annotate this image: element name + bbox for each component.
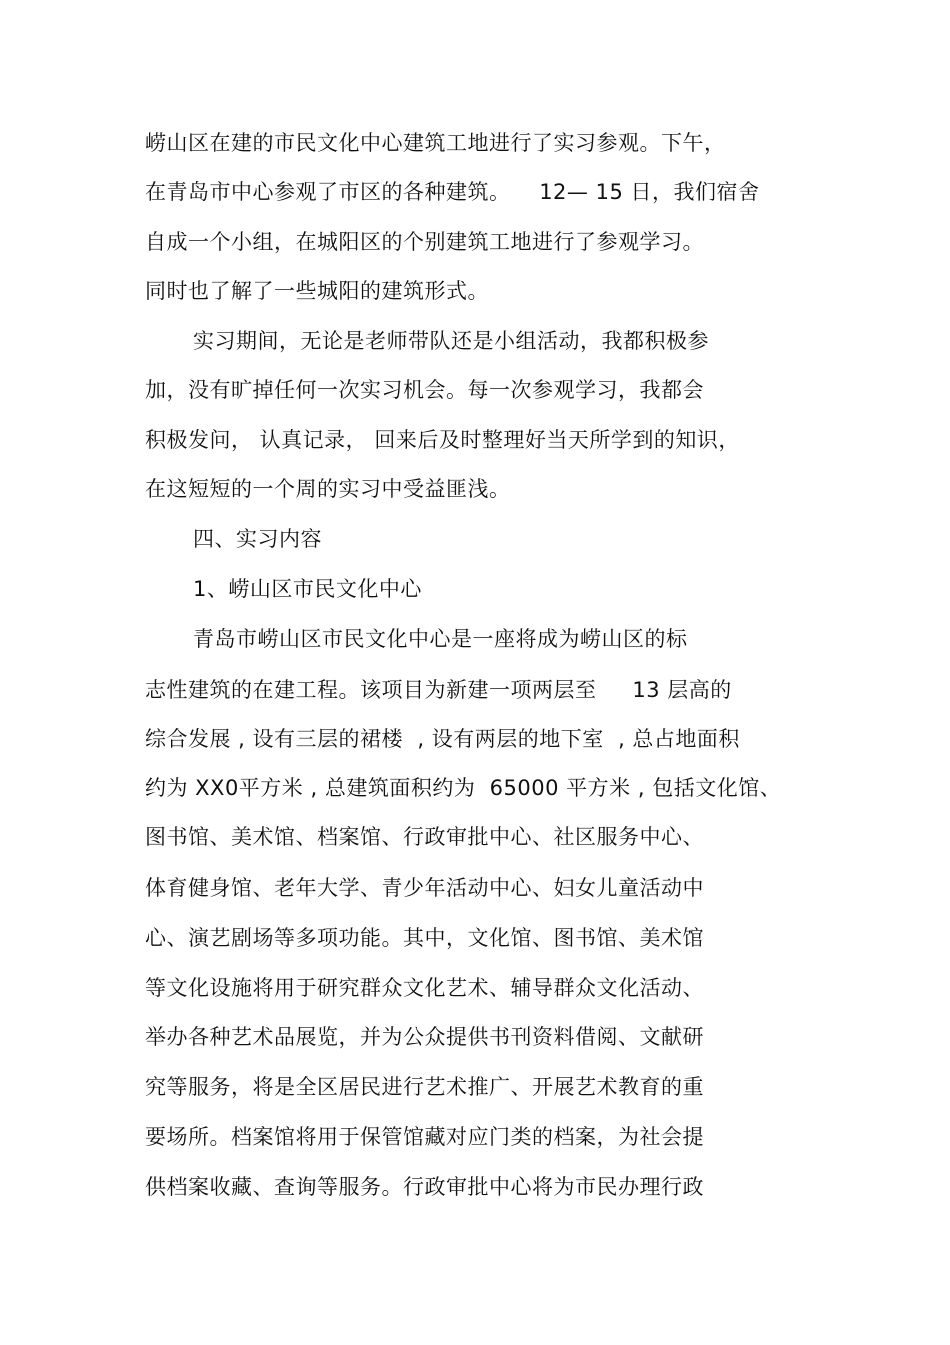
paragraph-line: 体育健身馆、老年大学、青少年活动中心、妇女儿童活动中 <box>145 876 704 900</box>
paragraph-line: 图书馆、美术馆、档案馆、行政审批中心、社区服务中心、 <box>145 825 704 849</box>
subsection-heading: 1、崂山区市民文化中心 <box>193 577 422 601</box>
paragraph-line: 自成一个小组，在城阳区的个别建筑工地进行了参观学习。 <box>145 230 704 254</box>
paragraph-line: 在青岛市中心参观了市区的各种建筑。 12— 15 日，我们宿舍 <box>145 180 760 204</box>
paragraph-line: 在这短短的一个周的实习中受益匪浅。 <box>145 477 511 501</box>
paragraph-line: 举办各种艺术品展览，并为公众提供书刊资料借阅、文献研 <box>145 1025 704 1049</box>
paragraph-line: 同时也了解了一些城阳的建筑形式。 <box>145 279 489 303</box>
paragraph-line: 加，没有旷掉任何一次实习机会。每一次参观学习，我都会 <box>145 378 704 402</box>
paragraph-line: 综合发展 , 设有三层的裙楼 , 设有两层的地下室 , 总占地面积 <box>145 727 740 751</box>
section-heading: 四、实习内容 <box>193 527 322 551</box>
paragraph-line: 志性建筑的在建工程。该项目为新建一项两层至 13 层高的 <box>145 678 732 702</box>
paragraph-line: 实习期间，无论是老师带队还是小组活动，我都积极参 <box>193 329 709 353</box>
paragraph-line: 心、演艺剧场等多项功能。其中，文化馆、图书馆、美术馆 <box>145 926 704 950</box>
paragraph-line: 等文化设施将用于研究群众文化艺术、辅导群众文化活动、 <box>145 976 704 1000</box>
paragraph-line: 供档案收藏、查询等服务。行政审批中心将为市民办理行政 <box>145 1175 704 1199</box>
paragraph-line: 要场所。档案馆将用于保管馆藏对应门类的档案，为社会提 <box>145 1125 704 1149</box>
paragraph-line: 究等服务，将是全区居民进行艺术推广、开展艺术教育的重 <box>145 1075 704 1099</box>
paragraph-line: 约为 XX0平方米 , 总建筑面积约为 65000 平方米 , 包括文化馆、 <box>145 776 782 800</box>
paragraph-line: 青岛市崂山区市民文化中心是一座将成为崂山区的标 <box>193 627 688 651</box>
paragraph-line: 积极发问， 认真记录， 回来后及时整理好当天所学到的知识， <box>145 428 740 452</box>
paragraph-line: 崂山区在建的市民文化中心建筑工地进行了实习参观。下午， <box>145 131 726 155</box>
